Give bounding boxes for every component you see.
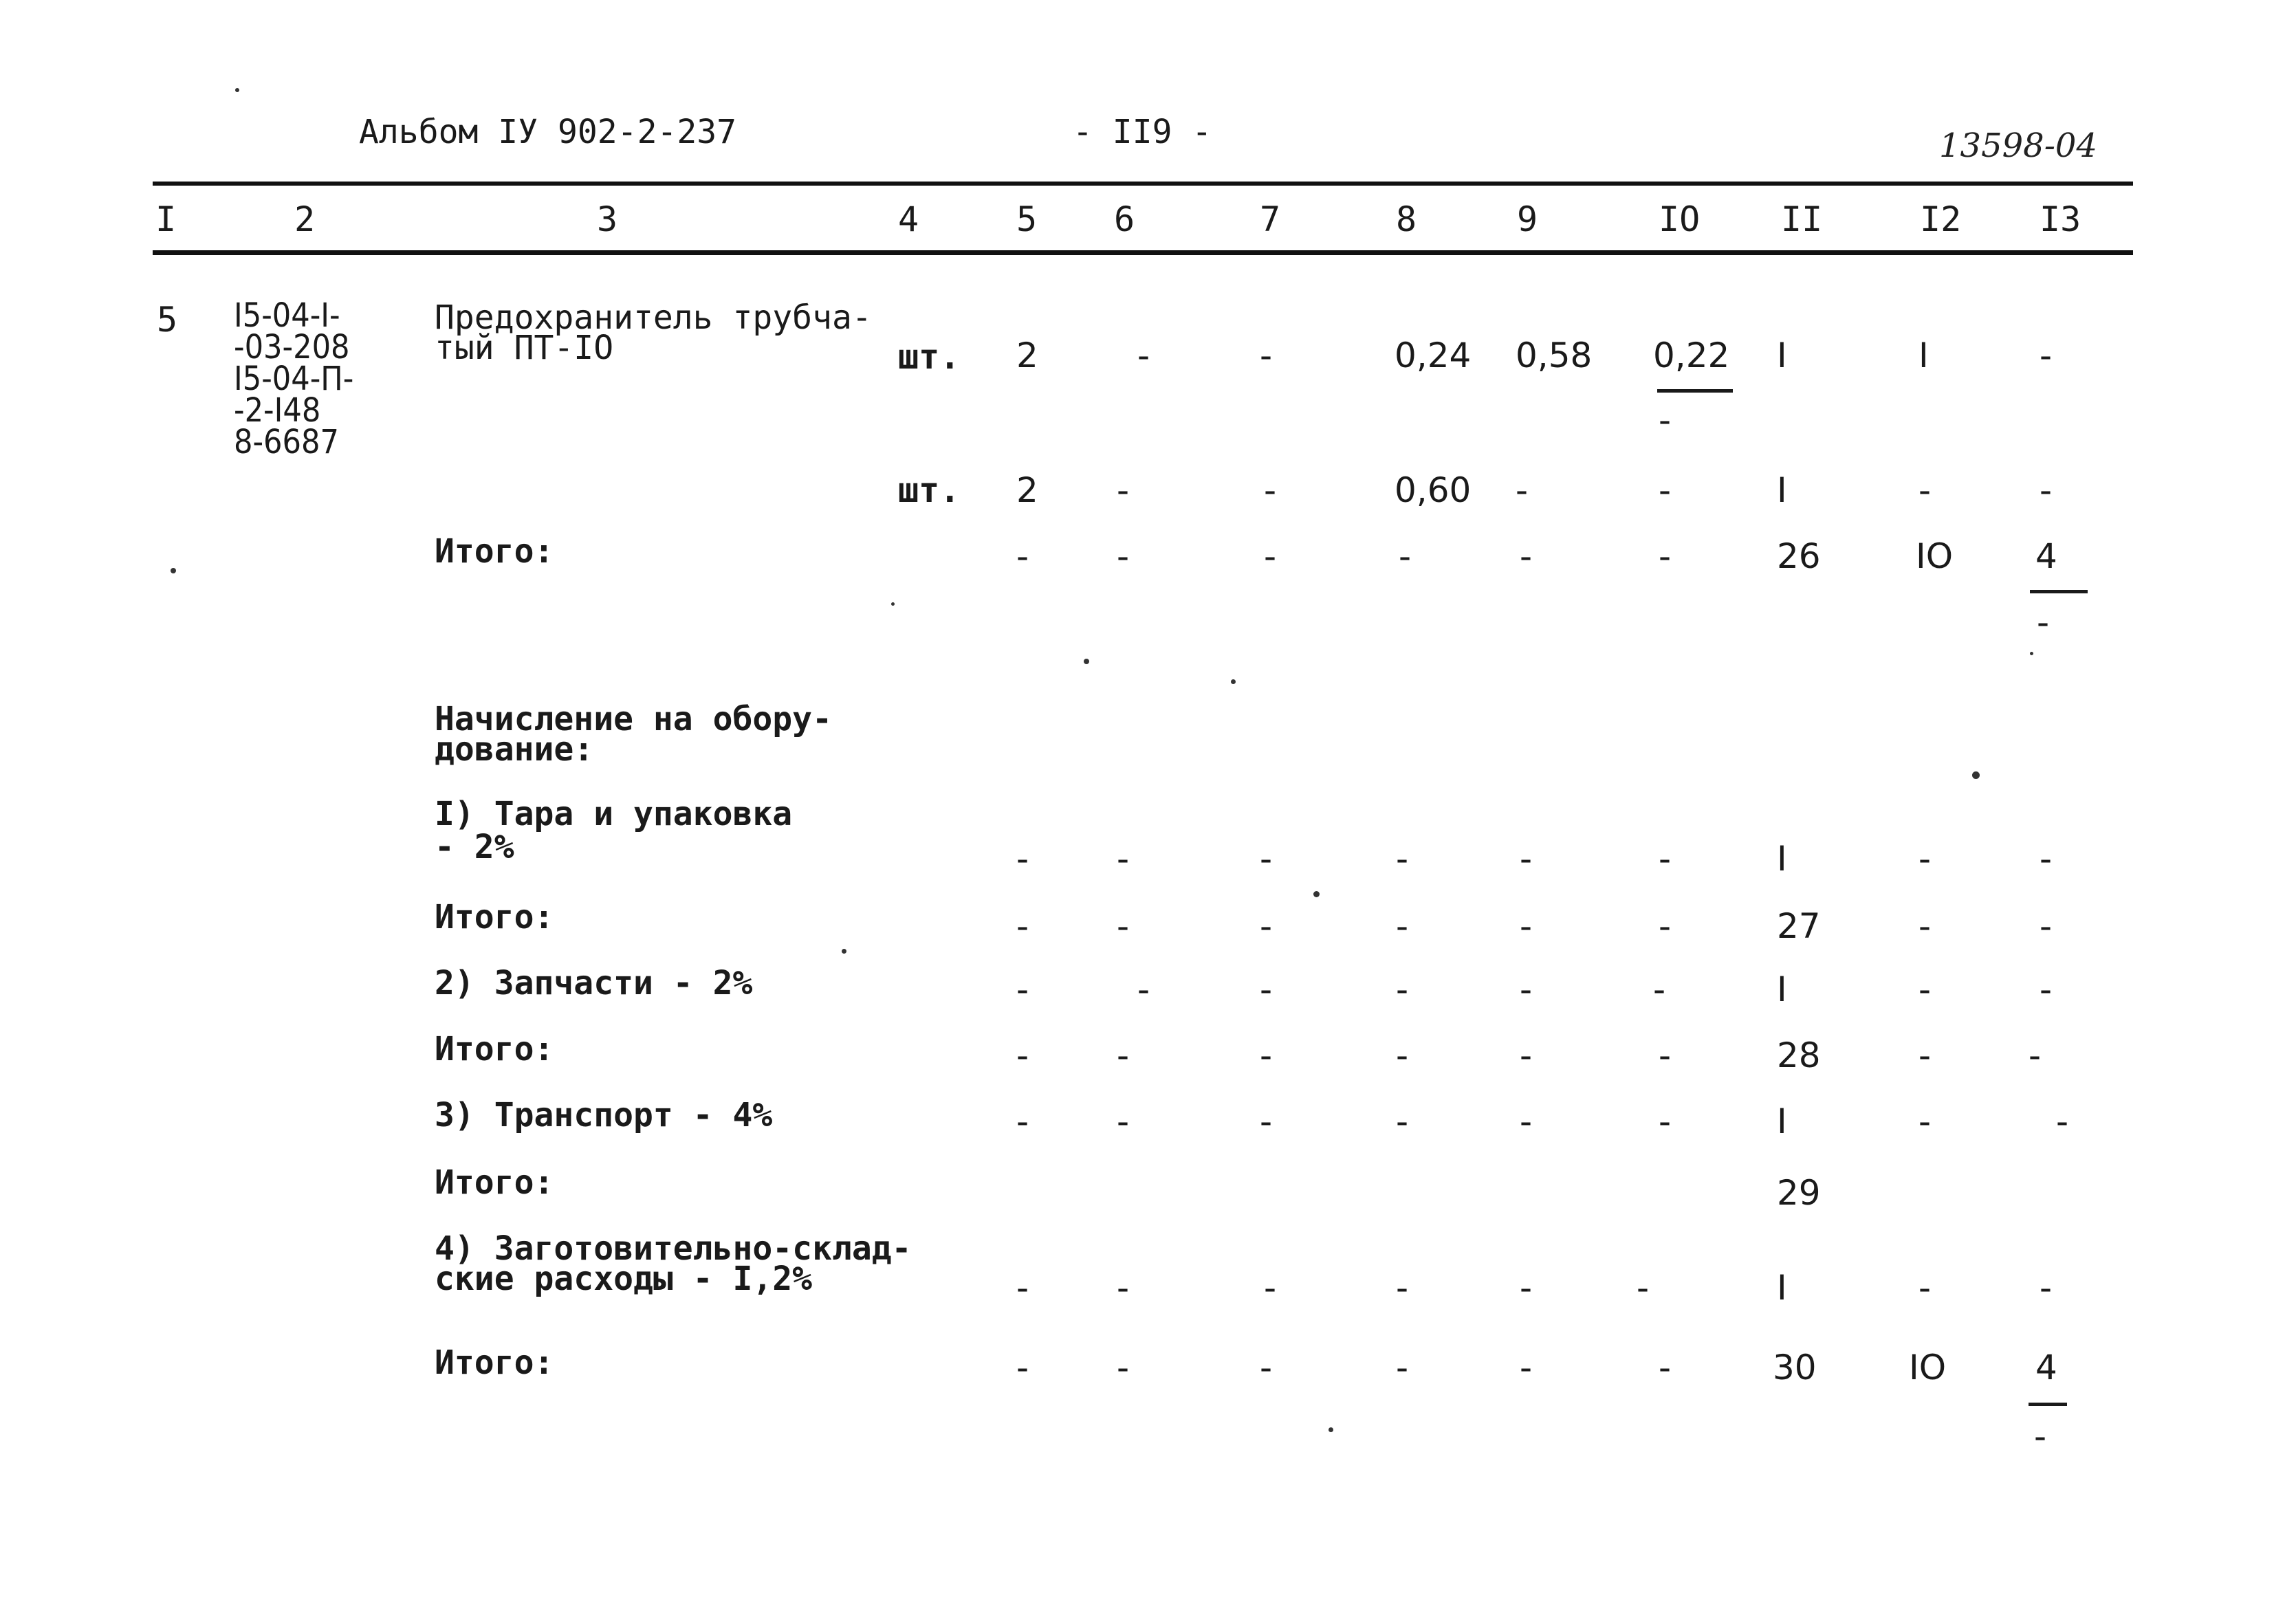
scan-speck (171, 568, 176, 573)
col10-cell: - (1659, 536, 1672, 576)
qty-cell: 2 (1016, 470, 1038, 510)
col6-cell: - (1117, 1268, 1130, 1308)
header-rule-top (153, 182, 2133, 186)
col13-cell: - (2040, 906, 2053, 946)
scan-speck (1972, 771, 1980, 779)
item-code-line-3: I5-04-П- (234, 360, 354, 398)
document-stamp-number: 13598-04 (1939, 127, 2097, 165)
col8-cell: - (1396, 1348, 1409, 1387)
col7-cell: - (1260, 1348, 1273, 1387)
col8-cell: - (1396, 1101, 1409, 1141)
col8-cell: - (1396, 839, 1409, 879)
charge-label: I) Тара и упаковка (435, 795, 793, 833)
scan-speck (891, 602, 895, 606)
column-header-5: 5 (1016, 199, 1038, 239)
scan-speck (235, 88, 239, 92)
page-number: - II9 - (1073, 113, 1212, 151)
qty-cell: - (1016, 1268, 1029, 1308)
item-name-line-1: Предохранитель трубча- (435, 298, 872, 337)
col12-cell: IO (1909, 1348, 1947, 1387)
charge-label: - 2% (435, 828, 514, 866)
col12-cell: - (1918, 906, 1932, 946)
col13-below-value: - (2037, 602, 2050, 642)
col13-cell: - (2056, 1101, 2069, 1141)
col12-cell: - (1918, 1035, 1932, 1075)
col6-cell: - (1137, 969, 1150, 1009)
column-header-6: 6 (1114, 199, 1135, 239)
subtotal-label: Итого: (435, 1343, 554, 1382)
col7-cell: - (1260, 1101, 1273, 1141)
row-number: 5 (157, 300, 178, 340)
col10-cell: - (1659, 1035, 1672, 1075)
col9-cell: 0,58 (1516, 336, 1593, 375)
column-header-12: I2 (1920, 199, 1962, 239)
col10-underline (1657, 389, 1733, 393)
col12-cell: IO (1916, 536, 1954, 576)
subtotal-label: Итого: (435, 1163, 554, 1202)
unit-cell: шт. (898, 337, 961, 377)
col9-cell: - (1520, 839, 1533, 879)
col9-cell: - (1520, 1268, 1533, 1308)
qty-cell: 2 (1016, 336, 1038, 375)
charge-label: ские расходы - I,2% (435, 1260, 813, 1298)
col7-cell: - (1264, 470, 1277, 510)
col11-cell: I (1777, 969, 1787, 1009)
col12-cell: - (1918, 1101, 1932, 1141)
col13-cell: 4 (2035, 536, 2057, 576)
col13-cell: - (2040, 1268, 2053, 1308)
col10-cell: - (1659, 1348, 1672, 1387)
col11-cell: I (1777, 1101, 1787, 1141)
column-header-4: 4 (898, 199, 919, 239)
col12-cell: - (1918, 470, 1932, 510)
item-code-line-2: -03-208 (234, 328, 350, 366)
col8-cell: - (1396, 1268, 1409, 1308)
col13-cell: - (2040, 470, 2053, 510)
charge-label: 2) Запчасти - 2% (435, 964, 753, 1002)
column-header-10: IO (1659, 199, 1701, 239)
col7-cell: - (1260, 1035, 1273, 1075)
charge-label: 4) Заготовительно-склад- (435, 1229, 912, 1268)
col13-cell: 4 (2035, 1348, 2057, 1387)
col13-cell: - (2040, 839, 2053, 879)
column-header-7: 7 (1260, 199, 1281, 239)
header-rule-bottom (153, 250, 2133, 255)
scan-speck (1313, 891, 1320, 897)
col7-cell: - (1260, 839, 1273, 879)
column-header-9: 9 (1517, 199, 1538, 239)
col13-below-value: - (2034, 1416, 2047, 1456)
unit-cell: шт. (898, 470, 961, 510)
column-header-1: I (155, 199, 177, 239)
col9-cell: - (1520, 536, 1533, 576)
qty-cell: - (1016, 839, 1029, 879)
item-code-line-1: I5-04-I- (234, 296, 340, 335)
column-header-3: 3 (597, 199, 618, 239)
col6-cell: - (1117, 839, 1130, 879)
col11-cell: 27 (1777, 906, 1821, 946)
scan-speck (842, 949, 846, 954)
item-code-line-4: -2-I48 (234, 391, 321, 430)
col13-underline (2029, 1403, 2067, 1406)
qty-cell: - (1016, 1348, 1029, 1387)
item-code-line-5: 8-6687 (234, 423, 339, 461)
col11-cell: 28 (1777, 1035, 1821, 1075)
col9-cell: - (1520, 969, 1533, 1009)
charges-title-line-1: Начисление на обору- (435, 700, 832, 738)
col7-cell: - (1260, 969, 1273, 1009)
col10-cell: 0,22 (1653, 336, 1730, 375)
col8-cell: - (1396, 969, 1409, 1009)
column-header-11: II (1781, 199, 1823, 239)
col6-cell: - (1117, 1101, 1130, 1141)
col8-cell: 0,24 (1395, 336, 1472, 375)
col8-cell: 0,60 (1395, 470, 1472, 510)
col11-cell: 26 (1777, 536, 1821, 576)
col12-cell: - (1918, 839, 1932, 879)
col10-cell: - (1659, 1101, 1672, 1141)
col10-cell: - (1653, 969, 1666, 1009)
col9-cell: - (1520, 1101, 1533, 1141)
qty-cell: - (1016, 969, 1029, 1009)
col6-cell: - (1117, 906, 1130, 946)
column-header-2: 2 (294, 199, 316, 239)
col6-cell: - (1117, 470, 1130, 510)
scan-speck (2030, 652, 2033, 655)
col9-cell: - (1516, 470, 1529, 510)
scan-speck (1231, 679, 1236, 684)
scan-speck (1329, 1427, 1333, 1432)
col6-cell: - (1117, 1035, 1130, 1075)
col11-cell: 30 (1773, 1348, 1817, 1387)
charge-label: 3) Транспорт - 4% (435, 1096, 773, 1134)
column-header-8: 8 (1396, 199, 1417, 239)
col8-cell: - (1396, 1035, 1409, 1075)
col11-cell: I (1777, 470, 1787, 510)
col7-cell: - (1264, 536, 1277, 576)
item-name-line-2: тый ПТ-IО (435, 329, 614, 367)
col10-cell: - (1659, 470, 1672, 510)
col13-underline (2030, 590, 2088, 593)
col12-cell: - (1918, 969, 1932, 1009)
col8-cell: - (1399, 536, 1412, 576)
subtotal-label: Итого: (435, 1030, 554, 1068)
col12-cell: I (1918, 336, 1929, 375)
col10-cell: - (1637, 1268, 1650, 1308)
col11-cell: I (1777, 336, 1787, 375)
album-title: Альбом IУ 902-2-237 (359, 113, 737, 151)
col13-cell: - (2040, 336, 2053, 375)
qty-cell: - (1016, 536, 1029, 576)
col6-cell: - (1117, 1348, 1130, 1387)
col11-cell: I (1777, 1268, 1787, 1308)
qty-cell: - (1016, 1101, 1029, 1141)
col7-cell: - (1264, 1268, 1277, 1308)
col6-cell: - (1117, 536, 1130, 576)
col12-cell: - (1918, 1268, 1932, 1308)
qty-cell: - (1016, 906, 1029, 946)
col10-below-value: - (1659, 400, 1672, 440)
col10-cell: - (1659, 906, 1672, 946)
col8-cell: - (1396, 906, 1409, 946)
col13-cell: - (2040, 969, 2053, 1009)
subtotal-label: Итого: (435, 532, 554, 571)
charges-title-line-2: дование: (435, 730, 594, 769)
col11-cell: 29 (1777, 1173, 1821, 1213)
col9-cell: - (1520, 1348, 1533, 1387)
col7-cell: - (1260, 906, 1273, 946)
col9-cell: - (1520, 1035, 1533, 1075)
col9-cell: - (1520, 906, 1533, 946)
col13-cell: - (2029, 1035, 2042, 1075)
col6-cell: - (1137, 336, 1150, 375)
col10-cell: - (1659, 839, 1672, 879)
col11-cell: I (1777, 839, 1787, 879)
scan-speck (1084, 659, 1089, 664)
col7-cell: - (1260, 336, 1273, 375)
subtotal-label: Итого: (435, 898, 554, 936)
column-header-13: I3 (2040, 199, 2081, 239)
qty-cell: - (1016, 1035, 1029, 1075)
